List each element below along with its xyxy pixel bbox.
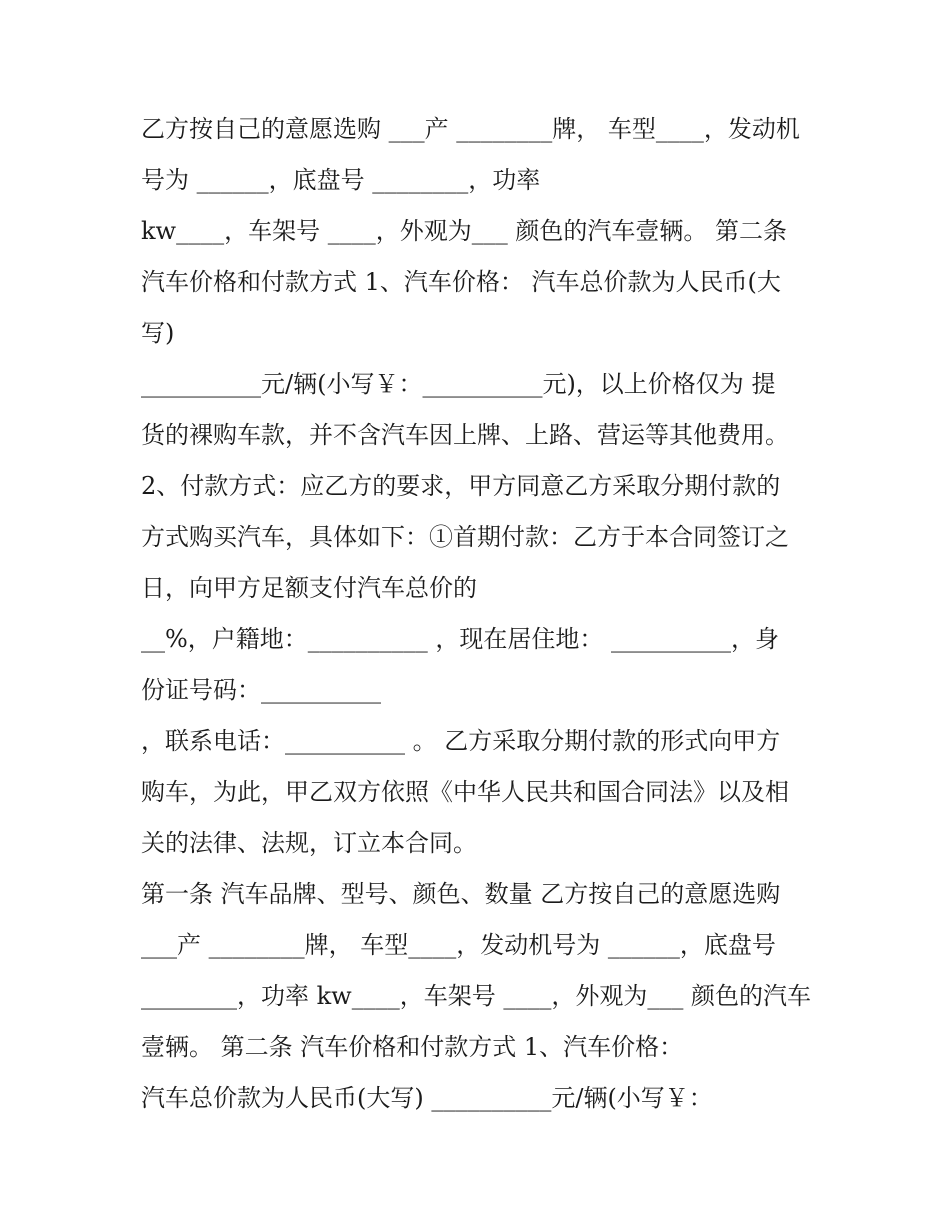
text-line: 关的法律、法规，订立本合同。 bbox=[141, 829, 477, 857]
text-line: 写) bbox=[141, 319, 175, 347]
text-line: 日，向甲方足额支付汽车总价的 bbox=[141, 574, 477, 602]
text-line: 份证号码：__________ bbox=[141, 676, 381, 704]
text-line: ，联系电话：__________ 。 乙方采取分期付款的形式向甲方 bbox=[141, 727, 781, 755]
contract-text-block bbox=[141, 104, 821, 1124]
text-line: 壹辆。 第二条 汽车价格和付款方式 1、汽车价格： bbox=[141, 1033, 684, 1061]
text-line: 乙方按自己的意愿选购 ___产 ________牌， 车型____，发动机 bbox=[141, 115, 800, 143]
text-line: kw____，车架号 ____，外观为___ 颜色的汽车壹辆。 第二条 bbox=[141, 217, 787, 245]
text-line: 汽车价格和付款方式 1、汽车价格： 汽车总价款为人民币(大 bbox=[141, 268, 781, 296]
text-line: 方式购买汽车，具体如下：①首期付款：乙方于本合同签订之 bbox=[141, 523, 789, 551]
text-line: 货的裸购车款，并不含汽车因上牌、上路、营运等其他费用。 bbox=[141, 421, 789, 449]
text-line: __%，户籍地：__________ ，现在居住地： __________，身 bbox=[141, 625, 780, 653]
text-line: ________，功率 kw____，车架号 ____，外观为___ 颜色的汽车 bbox=[141, 982, 811, 1010]
text-line: __________元/辆(小写￥：__________元)，以上价格仅为 提 bbox=[141, 370, 776, 398]
text-line: 号为 ______，底盘号 ________，功率 bbox=[141, 166, 541, 194]
text-line: ___产 ________牌， 车型____，发动机号为 ______，底盘号 bbox=[141, 931, 776, 959]
text-line: 第一条 汽车品牌、型号、颜色、数量 乙方按自己的意愿选购 bbox=[141, 880, 781, 908]
text-line: 2、付款方式：应乙方的要求，甲方同意乙方采取分期付款的 bbox=[141, 472, 781, 500]
text-line: 购车，为此，甲乙双方依照《中华人民共和国合同法》以及相 bbox=[141, 778, 789, 806]
text-line: 汽车总价款为人民币(大写) __________元/辆(小写￥： bbox=[141, 1084, 713, 1112]
